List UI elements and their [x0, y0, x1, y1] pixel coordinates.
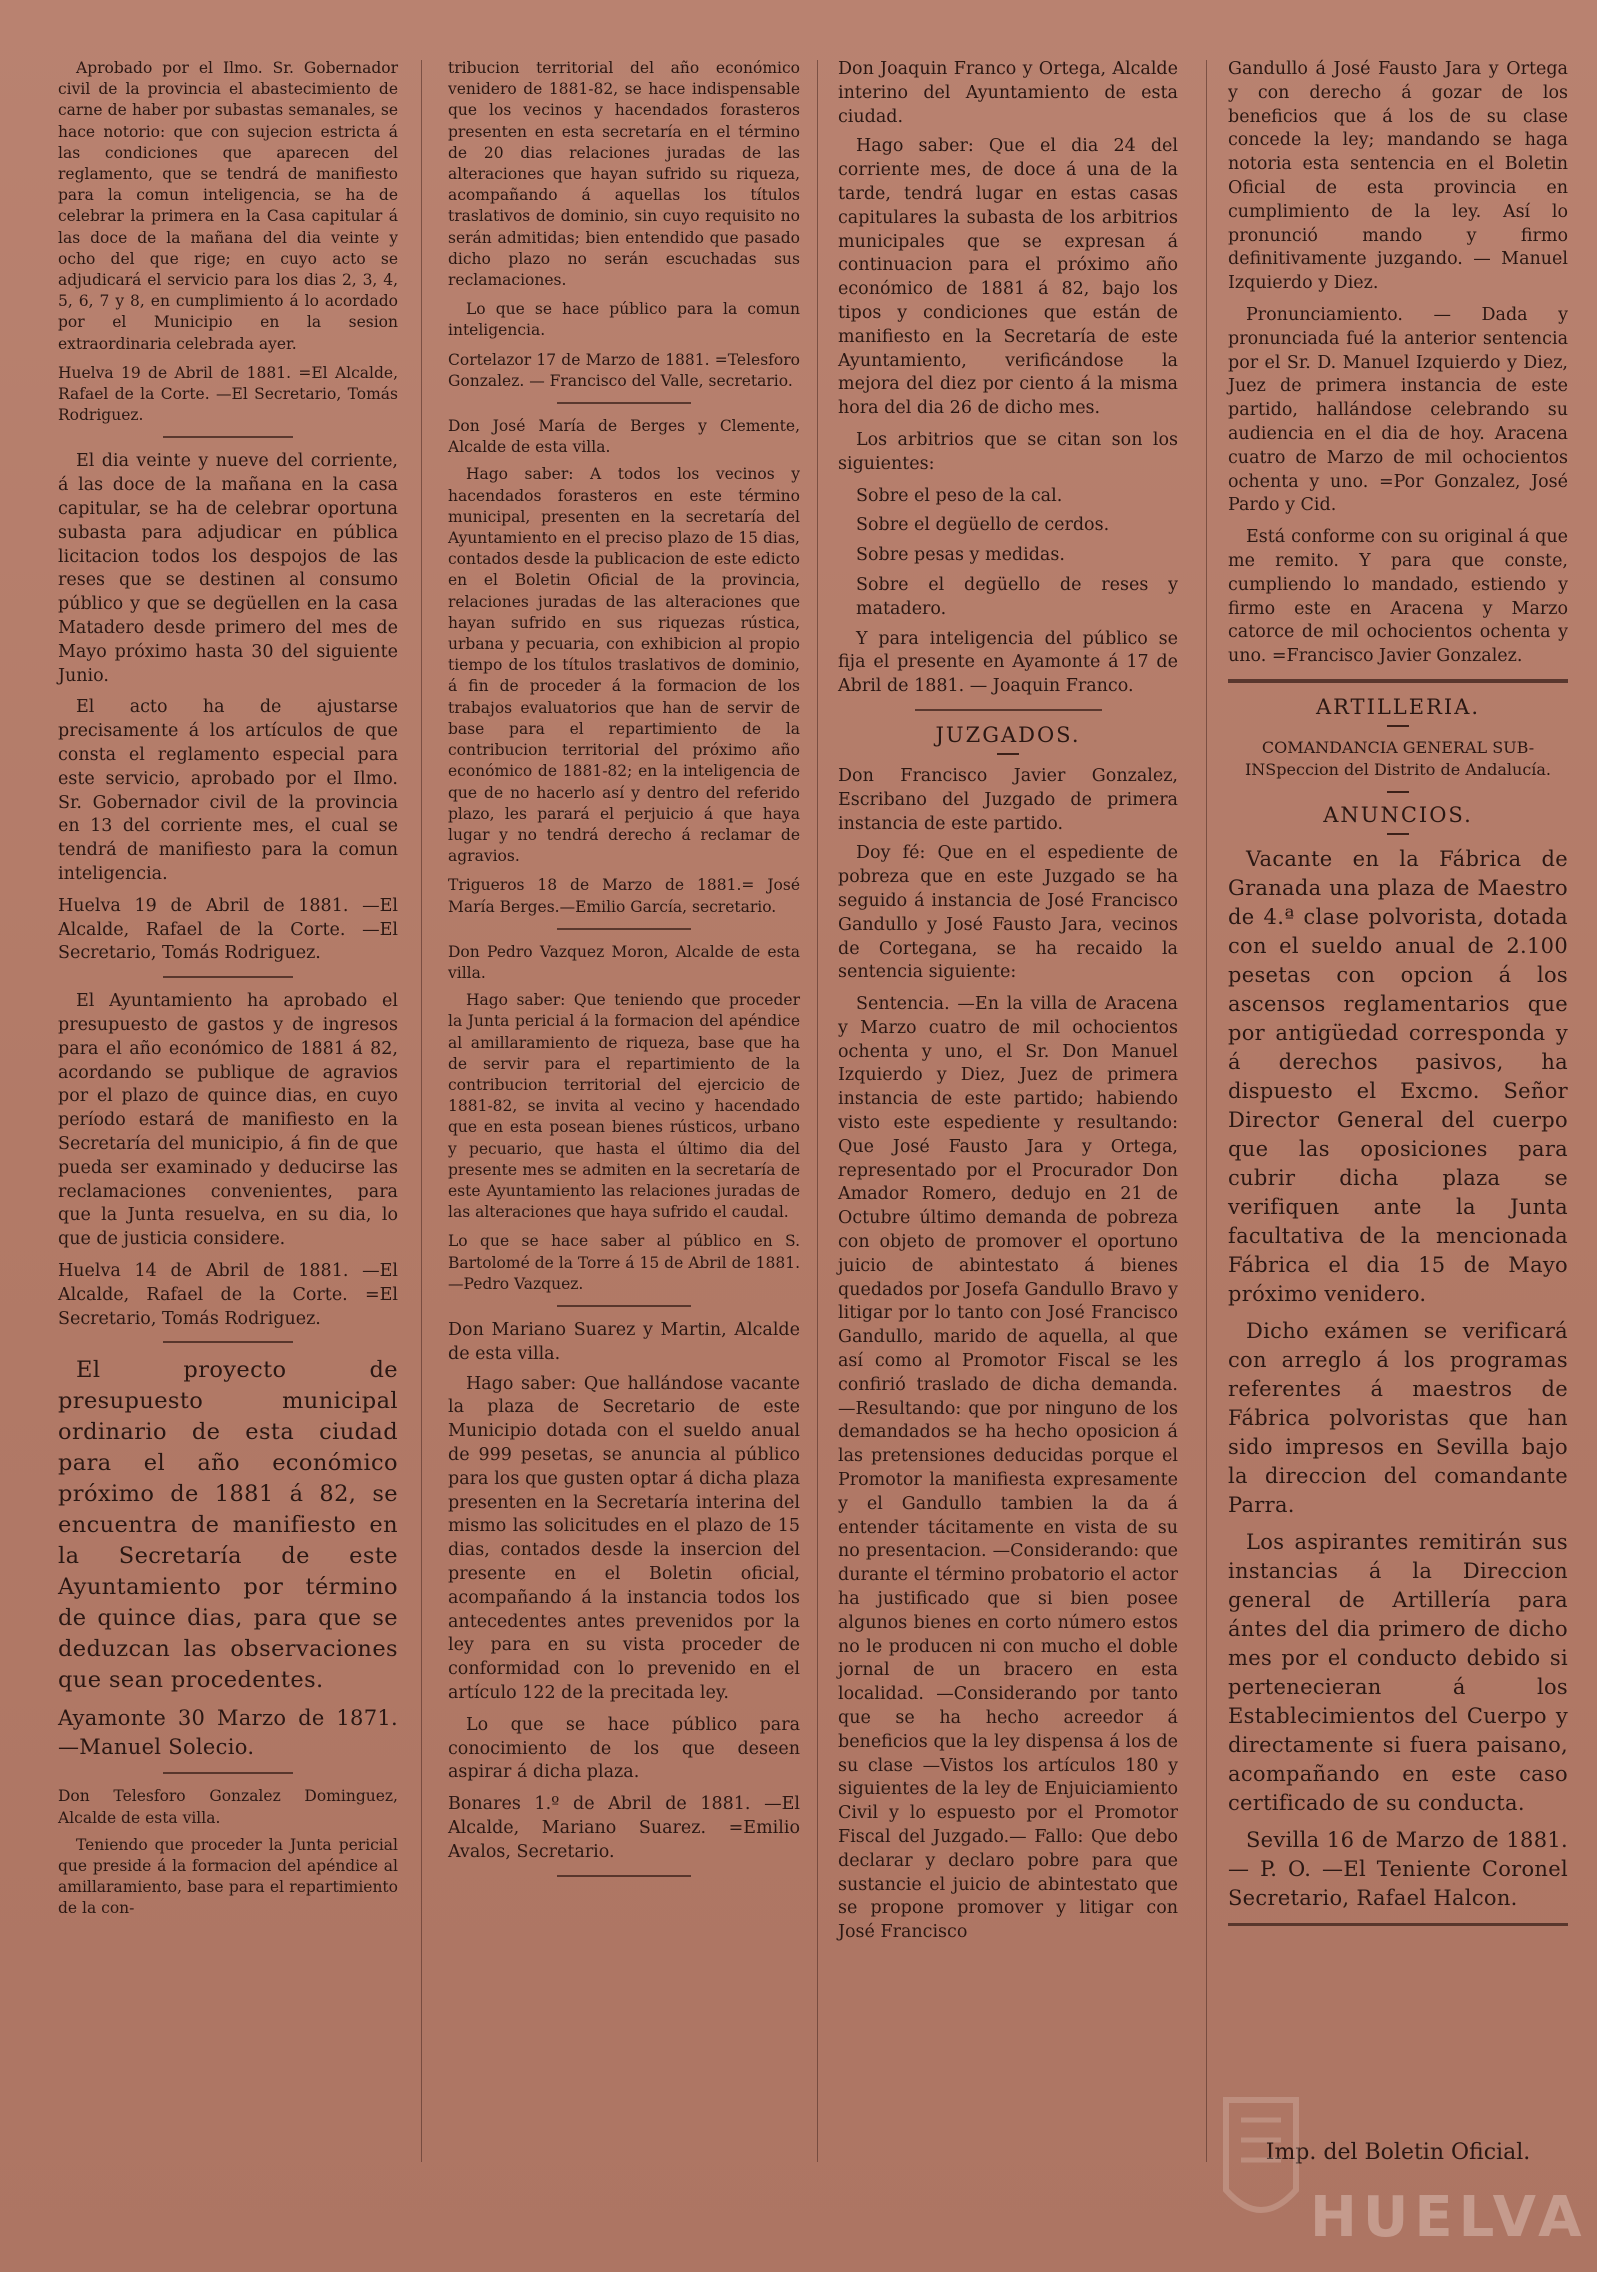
- notice-signature: Bonares 1.º de Abril de 1881. —El Alcalde, Mariano Suarez. =Emilio Avalos, Secretario.: [448, 1794, 800, 1862]
- column-divider: [421, 60, 422, 2162]
- notice-heading: Don Francisco Javier Gonzalez, Escribano del Juzgado de primera instancia de este partido.: [838, 765, 1178, 834]
- notice-signature: Huelva 14 de Abril de 1881. —El Alcalde, Rafael de la Corte. =El Secretario, Tomás Rodriguez.: [58, 1260, 398, 1329]
- heading-dash: [1387, 791, 1409, 793]
- separator-rule: [557, 928, 691, 930]
- heading-dash: [1387, 833, 1409, 835]
- watermark-text: HUELVA: [1310, 2185, 1588, 2250]
- notice-heading: Don José María de Berges y Clemente, Alcalde de esta villa.: [448, 417, 800, 457]
- notice-heading: Don Mariano Suarez y Martin, Alcalde de esta villa.: [448, 1319, 800, 1364]
- notice-signature: Huelva 19 de Abril de 1881. =El Alcalde, Rafael de la Corte. —El Secretario, Tomás Rodriguez.: [58, 363, 398, 425]
- section-heading-artilleria: ARTILLERIA.: [1315, 694, 1481, 719]
- notice-paragraph: El Ayuntamiento ha aprobado el presupuesto de gastos y de ingresos para el año económico de 1881 á 82, acordando se publique de agravios por el plazo de quince dias, en cuyo período estará de manifiesto en la Secretaría del municipio, á fin de que pueda ser examinado y deducirse las reclamaciones convenientes, para que la Junta resuelva, en su dia, lo que de justicia considere.: [58, 991, 398, 1250]
- separator-rule: [1228, 679, 1568, 683]
- notice-paragraph: Pronunciamiento. — Dada y pronunciada fué la anterior sentencia por el Sr. D. Manuel Izquierdo y Diez, Juez de primera instancia de este partido, hallándose celebrando su audiencia en el dia de hoy. Aracena cuatro de Marzo de mil ochocientos ochenta y uno. =Por Gonzalez, José Pardo y Cid.: [1228, 304, 1568, 516]
- notice-signature: Lo que se hace saber al público en S. Bartolomé de la Torre á 15 de Abril de 1881.—Pedro Vazquez.: [448, 1232, 800, 1293]
- heading-dash: [997, 753, 1019, 755]
- notice-paragraph: Doy fé: Que en el espediente de pobreza que en este Juzgado se ha seguido á instancia de José Francisco Gandullo y José Fausto Jara, vecinos de Cortegana, se ha recaido la sentencia siguiente:: [838, 843, 1178, 983]
- separator-rule: [915, 709, 1102, 711]
- notice-paragraph: tribucion territorial del año económico venidero de 1881-82, se hace indispensable que los vecinos y hacendados forasteros presenten en esta secretaría en el término de 20 dias relaciones juradas de las alteraciones que hayan sufrido su riqueza, acompañando á aquellas los títulos traslativos de dominio, sin cuyo requisito no serán admitidas; bien entendido que pasado dicho plazo no serán escuchadas sus reclamaciones.: [448, 59, 800, 290]
- separator-rule: [557, 1875, 691, 1877]
- notice-paragraph: Dicho exámen se verificará con arreglo á los programas referentes á maestros de Fábrica polvoristas que han sido impresos en Sevilla bajo la direccion del comandante Parra.: [1228, 1318, 1568, 1517]
- notice-heading: Don Pedro Vazquez Moron, Alcalde de esta villa.: [448, 942, 800, 982]
- notice-paragraph: Aprobado por el Ilmo. Sr. Gobernador civil de la provincia el abastecimiento de carne de haber por subastas semanales, se hace notorio: que con sujecion estricta á las condiciones que aparecen del reglamento, que se tendrá de manifiesto para la comun inteligencia, se ha de celebrar la primera en la Casa capitular á las doce de la mañana del dia veinte y ocho del que rige; en cuyo acto se adjudicará el servicio para los dias 2, 3, 4, 5, 6, 7 y 8, en cumplimiento á lo acordado por el Municipio en la sesion extraordinaria celebrada ayer.: [58, 59, 398, 353]
- list-item: Sobre el degüello de reses y matadero.: [856, 574, 1178, 619]
- notice-paragraph: Teniendo que proceder la Junta pericial que preside á la formacion del apéndice al amillaramiento, base para el repartimiento de la con-: [58, 1835, 398, 1918]
- column-2: [448, 58, 800, 1889]
- list-item: Sobre el degüello de cerdos.: [856, 515, 1110, 536]
- notice-paragraph: El acto ha de ajustarse precisamente á los artículos de que consta el reglamento especial para este servicio, aprobado por el Ilmo. Sr. Gobernador civil de la provincia en 13 del corriente mes, el cual se tendrá de manifiesto para la comun inteligencia.: [58, 697, 398, 884]
- separator-rule: [163, 1772, 292, 1774]
- section-heading-anuncios: ANUNCIOS.: [1323, 802, 1473, 827]
- separator-rule: [163, 1341, 292, 1343]
- list-item: Sobre pesas y medidas.: [856, 545, 1065, 566]
- imprint-line: Imp. del Boletin Oficial.: [1265, 2140, 1531, 2165]
- notice-heading: Don Joaquin Franco y Ortega, Alcalde interino del Ayuntamiento de esta ciudad.: [838, 59, 1178, 127]
- notice-paragraph: Lo que se hace público para la comun inteligencia.: [448, 300, 800, 340]
- notice-paragraph: Los aspirantes remitirán sus instancias á la Direccion general de Artillería para ántes del dia primero de dicho mes por el conducto debido si pertenecieran á los Establecimientos del Cuerpo y directamente si fuera paisano, acompañando en este caso certificado de su conducta.: [1228, 1529, 1568, 1815]
- notice-paragraph: Los arbitrios que se citan son los siguientes:: [838, 429, 1178, 474]
- section-subheading-comandancia: COMANDANCIA GENERAL SUB-INSpeccion del Distrito de Andalucía.: [1244, 737, 1552, 779]
- notice-signature: Sevilla 16 de Marzo de 1881. — P. O. —El Teniente Coronel Secretario, Rafael Halcon.: [1228, 1827, 1568, 1910]
- column-divider: [1206, 60, 1207, 2162]
- notice-heading: Don Telesforo Gonzalez Dominguez, Alcalde de esta villa.: [58, 1787, 398, 1827]
- column-divider: [817, 60, 818, 2162]
- section-heading-juzgados: JUZGADOS.: [935, 722, 1081, 747]
- notice-paragraph: Vacante en la Fábrica de Granada una plaza de Maestro de 4.ª clase polvorista, dotada con el sueldo anual de 2.100 pesetas con opcion á los ascensos reglamentarios que por antigüedad corresponda y á derechos pasivos, ha dispuesto el Excmo. Señor Director General del cuerpo que las oposiciones para cubrir dicha plaza se verifiquen ante la Junta facultativa de la mencionada Fábrica el dia 15 de Mayo próximo venidero.: [1228, 846, 1568, 1306]
- notice-paragraph: Hago saber: Que el dia 24 del corriente mes, de doce á una de la tarde, tendrá lugar en estas casas capitulares la subasta de los arbitrios municipales que se expresan á continuacion para el próximo año económico de 1881 á 82, bajo los tipos y condiciones que están de manifiesto en la Secretaría de este Ayuntamiento, verificándose la mejora del diez por ciento á la misma hora del dia 26 de dicho mes.: [838, 136, 1178, 419]
- notice-paragraph: Sentencia. —En la villa de Aracena y Marzo cuatro de mil ochocientos ochenta y uno, el Sr. Don Manuel Izquierdo y Diez, Juez de primera instancia de este partido; habiendo visto este espediente y resultando: Que José Fausto Jara y Ortega, representado por el Procurador Don Amador Romero, dedujo en 21 de Octubre último demanda de pobreza con objeto de promover el oportuno juicio de abintestato á bienes quedados por Josefa Gandullo Bravo y litigar por lo tanto con José Francisco Gandullo, marido de aquella, al que así como al Promotor Fiscal se les confirió traslado de dicha demanda. —Resultando: que por ninguno de los demandados se ha hecho oposicion á las pretensiones deducidas porque el Promotor la manifiesta expresamente y el Gandullo tambien la da á entender tácitamente en vista de su no presentacion. —Considerando: que durante el término probatorio el actor ha justificado que si bien posee algunos bienes en corto número estos no le producen ni con mucho el doble jornal de un bracero en esta localidad. —Considerando por tanto que se ha hecho acreedor á beneficios que la ley dispensa á los de su clase —Vistos los artículos 180 y siguientes de la ley de Enjuiciamiento Civil y lo espuesto por el Promotor Fiscal del Juzgado.— Fallo: Que debo declarar y declaro pobre para que sustancie el juicio de abintestato que se propone promover y litigar con José Francisco: [838, 994, 1178, 1943]
- column-1: [58, 58, 398, 1928]
- notice-paragraph: Lo que se hace público para conocimiento de los que deseen aspirar á dicha plaza.: [448, 1714, 800, 1783]
- notice-signature: Ayamonte 30 Marzo de 1871. —Manuel Solecio.: [58, 1706, 398, 1760]
- column-4: [1228, 58, 1568, 1938]
- separator-rule: [557, 402, 691, 404]
- list-item: Sobre el peso de la cal.: [856, 485, 1063, 506]
- notice-paragraph: Gandullo á José Fausto Jara y Ortega y con derecho á gozar de los beneficios que á los de su clase concede la ley; mandando se haga notoria esta sentencia en el Boletin Oficial de esta provincia en cumplimiento de la ley. Así lo pronunció mando y firmo definitivamente juzgando. — Manuel Izquierdo y Diez.: [1228, 59, 1568, 294]
- notice-signature: Cortelazor 17 de Marzo de 1881. =Telesforo Gonzalez. — Francisco del Valle, secretario.: [448, 350, 800, 390]
- separator-rule: [557, 1305, 691, 1307]
- separator-rule: [163, 976, 292, 978]
- heading-dash: [1387, 725, 1409, 727]
- notice-signature: Huelva 19 de Abril de 1881. —El Alcalde, Rafael de la Corte. —El Secretario, Tomás Rodriguez.: [58, 895, 398, 964]
- notice-paragraph: Hago saber: Que teniendo que proceder la Junta pericial á la formacion del apéndice al amillaramiento de riqueza, base que ha de servir para el repartimiento de la contribucion territorial del ejercicio de 1881-82, se invita al vecino y hacendado que en esta posean bienes rústicos, urbano y pecuario, que hasta el último dia del presente mes se admiten en la secretaría de este Ayuntamiento las relaciones juradas de las alteraciones que haya sufrido el caudal.: [448, 991, 800, 1222]
- notice-paragraph: El proyecto de presupuesto municipal ordinario de esta ciudad para el año económico próximo de 1881 á 82, se encuentra de manifiesto en la Secretaría de este Ayuntamiento por término de quince dias, para que se deduzcan las observaciones que sean procedentes.: [58, 1357, 398, 1694]
- separator-rule: [1228, 1923, 1568, 1926]
- notice-paragraph: El dia veinte y nueve del corriente, á las doce de la mañana en la casa capitular, se ha de celebrar oportuna subasta para adjudicar en pública licitacion todos los despojos de las reses que se destinen al consumo público y que se degüellen en la casa Matadero desde primero del mes de Mayo próximo hasta 30 del siguiente Junio.: [58, 451, 398, 686]
- notice-paragraph: Está conforme con su original á que me remito. Y para que conste, cumpliendo lo mandado, estiendo y firmo este en Aracena y Marzo catorce de mil ochocientos ochenta y uno. =Francisco Javier Gonzalez.: [1228, 527, 1568, 667]
- notice-signature: Trigueros 18 de Marzo de 1881.= José María Berges.—Emilio García, secretario.: [448, 876, 800, 916]
- column-3: [838, 58, 1178, 1953]
- notice-paragraph: Y para inteligencia del público se fija el presente en Ayamonte á 17 de Abril de 1881. — Joaquin Franco.: [838, 628, 1178, 697]
- notice-paragraph: Hago saber: A todos los vecinos y hacendados forasteros en este término municipal, presenten en la secretaría del Ayuntamiento en el preciso plazo de 15 dias, contados desde la publicacion de este edicto en el Boletin Oficial de la provincia, relaciones juradas de las alteraciones que hayan sufrido en sus riquezas rústica, urbana y pecuaria, con exhibicion al propio tiempo de los títulos traslativos de dominio, á fin de proceder á la formacion de los trabajos evaluatorios que han de servir de base para el repartimiento de la contribucion territorial del próximo año económico de 1881-82; en la inteligencia de que de no hacerlo así y dentro del referido plazo, les parará el perjuicio á que haya lugar y no tendrá derecho á reclamar de agravios.: [448, 465, 800, 866]
- notice-paragraph: Hago saber: Que hallándose vacante la plaza de Secretario de este Municipio dotada con el sueldo anual de 999 pesetas, se anuncia al público para los que gusten optar á dicha plaza presenten en la Secretaría interina del mismo las solicitudes en el plazo de 15 dias, contados desde la insercion del presente en el Boletin oficial, acompañando á la instancia todos los antecedentes antes prevenidos por la ley para en su vista proceder de conformidad con lo prevenido en el artículo 122 de la precitada ley.: [448, 1373, 800, 1703]
- separator-rule: [163, 436, 292, 438]
